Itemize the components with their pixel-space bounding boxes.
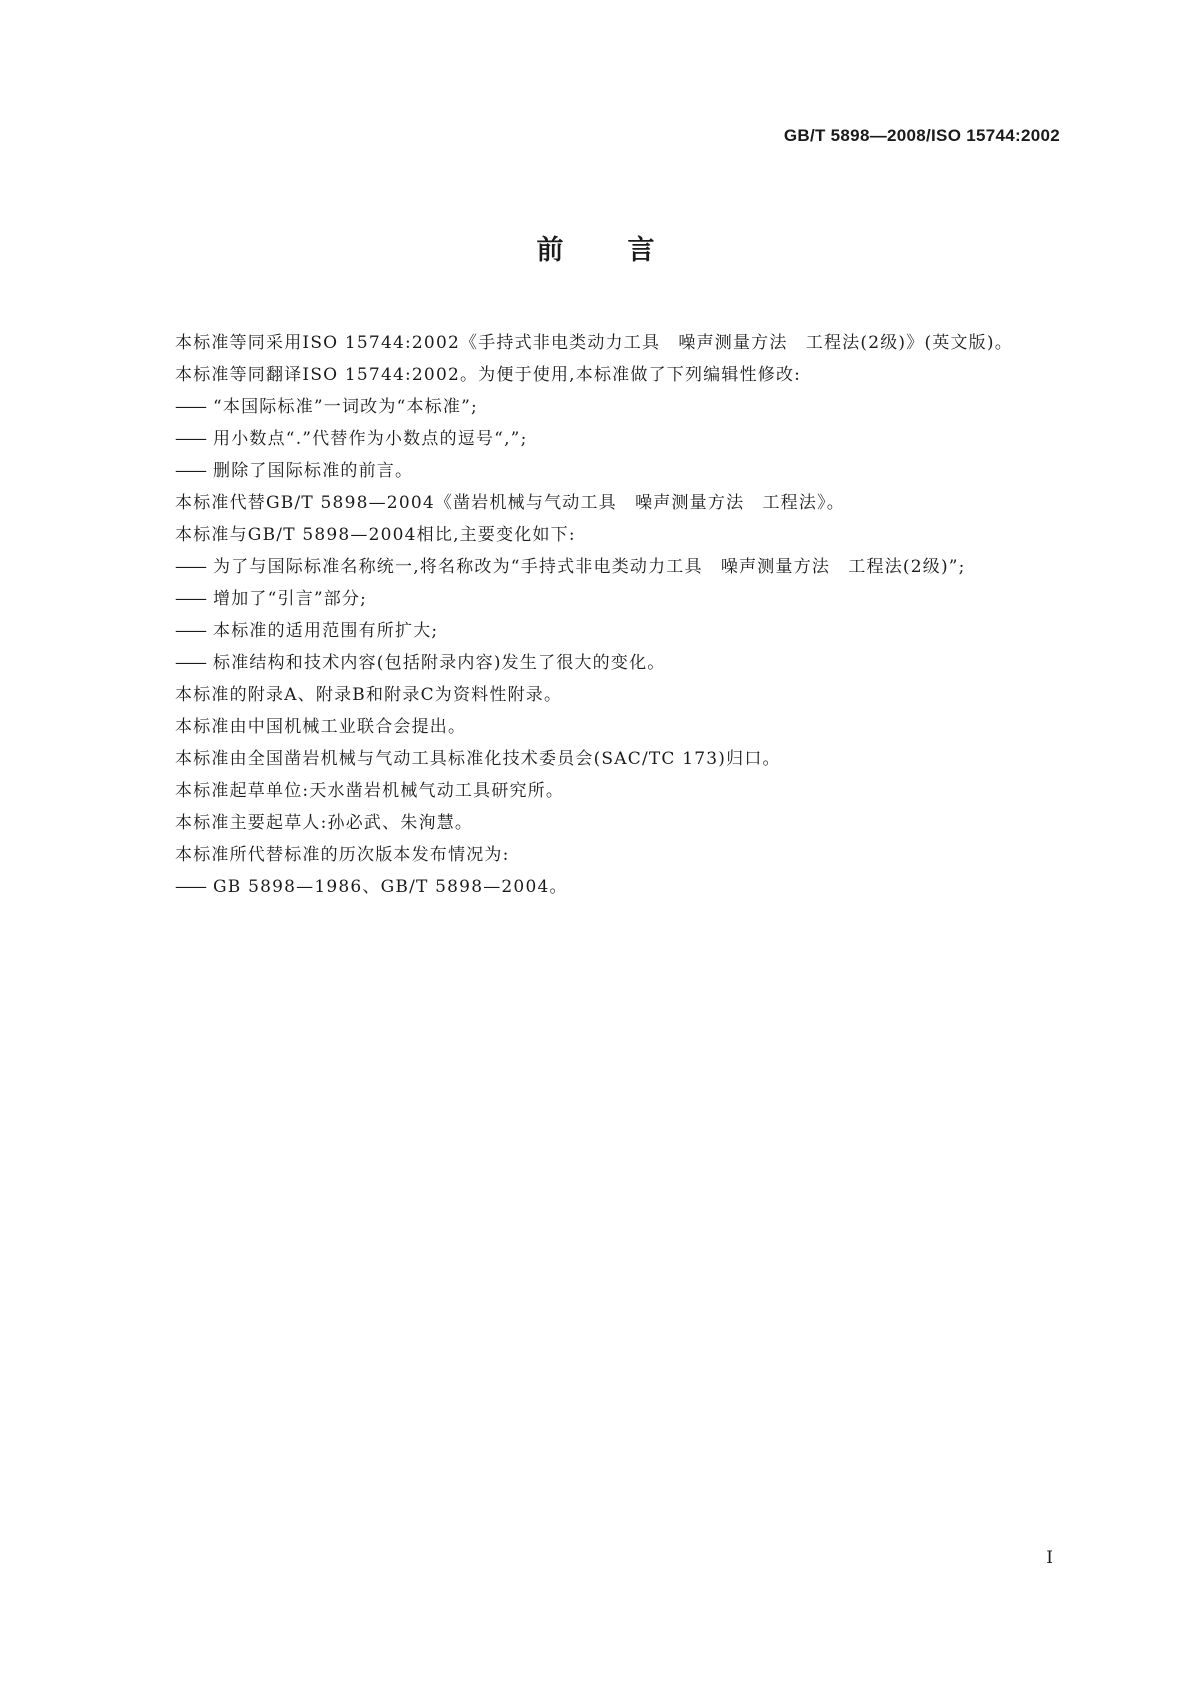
list-item-text: 为了与国际标准名称统一,将名称改为“手持式非电类动力工具 噪声测量方法 工程法(2级)”; (213, 557, 966, 577)
list-item-edit-change (121, 391, 1061, 423)
dash-marker: —— (175, 653, 205, 673)
paragraph-adoption: 本标准等同采用ISO 15744:2002《手持式非电类动力工具 噪声测量方法 工程法(2级)》(英文版)。 (175, 333, 1013, 353)
paragraph-drafters: 本标准主要起草人:孙必武、朱洵慧。 (175, 813, 474, 833)
dash-marker: —— (175, 429, 205, 449)
page-number: I (1046, 1548, 1053, 1568)
paragraph-annexes: 本标准的附录A、附录B和附录C为资料性附录。 (175, 685, 563, 705)
dash-marker: —— (175, 621, 205, 641)
list-item-text: 删除了国际标准的前言。 (213, 461, 414, 481)
dash-marker: —— (175, 877, 205, 897)
foreword-body (121, 327, 1061, 903)
list-item-main-change (121, 583, 1061, 615)
list-item-edit-change (121, 455, 1061, 487)
list-item-main-change (121, 551, 1061, 583)
standard-number-header: GB/T 5898—2008/ISO 15744:2002 (783, 126, 1060, 145)
dash-marker: —— (175, 589, 205, 609)
dash-marker: —— (175, 461, 205, 481)
list-item-text: 用小数点“.”代替作为小数点的逗号“,”; (213, 429, 528, 449)
paragraph-proposer: 本标准由中国机械工业联合会提出。 (175, 717, 467, 737)
paragraph-drafting-unit: 本标准起草单位:天水凿岩机械气动工具研究所。 (175, 781, 565, 801)
paragraph-main-changes: 本标准与GB/T 5898—2004相比,主要变化如下: (175, 525, 576, 545)
dash-marker: —— (175, 397, 205, 417)
list-item-text: “本国际标准”一词改为“本标准”; (213, 397, 478, 417)
list-item-text: GB 5898—1986、GB/T 5898—2004。 (213, 877, 568, 897)
list-item-text: 本标准的适用范围有所扩大; (213, 621, 439, 641)
list-item-previous-edition (121, 871, 1061, 903)
paragraph-replaces: 本标准代替GB/T 5898—2004《凿岩机械与气动工具 噪声测量方法 工程法》。 (175, 493, 845, 513)
paragraph-previous-editions: 本标准所代替标准的历次版本发布情况为: (175, 845, 510, 865)
list-item-text: 标准结构和技术内容(包括附录内容)发生了很大的变化。 (213, 653, 666, 673)
paragraph-committee: 本标准由全国凿岩机械与气动工具标准化技术委员会(SAC/TC 173)归口。 (175, 749, 781, 769)
page-title: 前言 (536, 235, 719, 266)
list-item-text: 增加了“引言”部分; (213, 589, 368, 609)
list-item-main-change (121, 647, 1061, 679)
list-item-main-change (121, 615, 1061, 647)
list-item-edit-change (121, 423, 1061, 455)
paragraph-translation: 本标准等同翻译ISO 15744:2002。为便于使用,本标准做了下列编辑性修改: (175, 365, 802, 385)
dash-marker: —— (175, 557, 205, 577)
